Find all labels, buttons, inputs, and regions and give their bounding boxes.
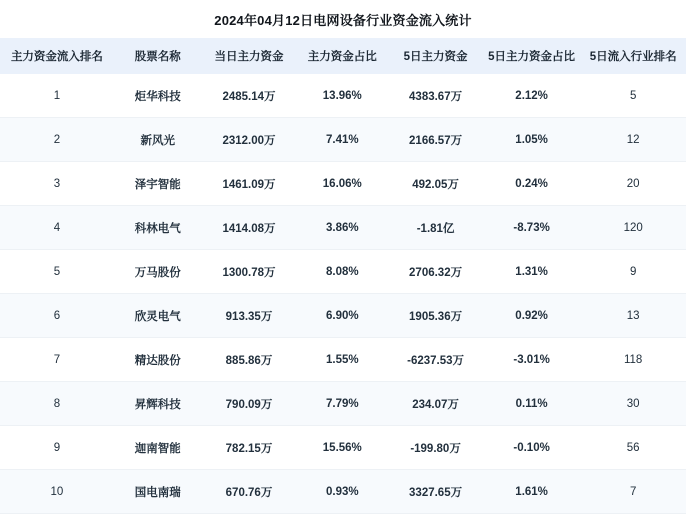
cell-rank: 3 [0, 162, 114, 206]
cell-five-day-main-ratio: -0.10% [483, 426, 580, 470]
cell-five-day-main-fund: -1.81亿 [388, 206, 483, 250]
cell-five-day-main-ratio: 0.92% [483, 294, 580, 338]
cell-rank: 10 [0, 470, 114, 514]
table-row [0, 294, 686, 338]
cell-today-main-fund: 782.15万 [202, 426, 297, 470]
cell-today-main-fund: 790.09万 [202, 382, 297, 426]
cell-today-main-ratio: 6.90% [296, 294, 388, 338]
cell-rank: 6 [0, 294, 114, 338]
cell-five-day-main-fund: 4383.67万 [388, 74, 483, 118]
cell-five-day-main-ratio: 0.24% [483, 162, 580, 206]
cell-today-main-fund: 913.35万 [202, 294, 297, 338]
cell-today-main-fund: 1300.78万 [202, 250, 297, 294]
cell-today-main-ratio: 1.55% [296, 338, 388, 382]
table-row [0, 250, 686, 294]
column-header-five-day-main-ratio: 5日主力资金占比 [483, 38, 580, 74]
cell-today-main-ratio: 16.06% [296, 162, 388, 206]
cell-stock-name: 万马股份 [114, 250, 202, 294]
cell-rank: 2 [0, 118, 114, 162]
cell-today-main-fund: 885.86万 [202, 338, 297, 382]
page-title: 2024年04月12日电网设备行业资金流入统计 [214, 13, 472, 28]
cell-today-main-ratio: 15.56% [296, 426, 388, 470]
cell-five-day-main-ratio: 1.31% [483, 250, 580, 294]
cell-stock-name: 昇辉科技 [114, 382, 202, 426]
cell-rank: 1 [0, 74, 114, 118]
cell-five-day-industry-rank: 56 [580, 426, 686, 470]
cell-five-day-main-ratio: -8.73% [483, 206, 580, 250]
cell-five-day-main-fund: -199.80万 [388, 426, 483, 470]
cell-today-main-ratio: 3.86% [296, 206, 388, 250]
cell-stock-name: 国电南瑞 [114, 470, 202, 514]
cell-five-day-main-ratio: 2.12% [483, 74, 580, 118]
cell-today-main-ratio: 7.79% [296, 382, 388, 426]
cell-rank: 5 [0, 250, 114, 294]
cell-stock-name: 炬华科技 [114, 74, 202, 118]
cell-stock-name: 迦南智能 [114, 426, 202, 470]
table-header [0, 38, 686, 74]
table-row [0, 206, 686, 250]
cell-five-day-industry-rank: 9 [580, 250, 686, 294]
cell-five-day-industry-rank: 20 [580, 162, 686, 206]
cell-stock-name: 科林电气 [114, 206, 202, 250]
cell-stock-name: 欣灵电气 [114, 294, 202, 338]
cell-today-main-fund: 2312.00万 [202, 118, 297, 162]
cell-rank: 9 [0, 426, 114, 470]
fund-flow-table [0, 38, 686, 514]
cell-five-day-main-ratio: 0.11% [483, 382, 580, 426]
cell-five-day-main-fund: 1905.36万 [388, 294, 483, 338]
table-row [0, 162, 686, 206]
cell-rank: 7 [0, 338, 114, 382]
cell-five-day-industry-rank: 30 [580, 382, 686, 426]
cell-five-day-main-fund: 2706.32万 [388, 250, 483, 294]
cell-five-day-main-ratio: 1.05% [483, 118, 580, 162]
cell-five-day-industry-rank: 12 [580, 118, 686, 162]
cell-today-main-fund: 670.76万 [202, 470, 297, 514]
cell-five-day-industry-rank: 118 [580, 338, 686, 382]
cell-five-day-main-ratio: 1.61% [483, 470, 580, 514]
cell-rank: 8 [0, 382, 114, 426]
cell-today-main-fund: 1461.09万 [202, 162, 297, 206]
cell-today-main-fund: 2485.14万 [202, 74, 297, 118]
table-row [0, 74, 686, 118]
cell-today-main-ratio: 0.93% [296, 470, 388, 514]
column-header-stock-name: 股票名称 [114, 38, 202, 74]
cell-stock-name: 新风光 [114, 118, 202, 162]
column-header-five-day-industry-rank: 5日流入行业排名 [580, 38, 686, 74]
table-row [0, 118, 686, 162]
table-header-row [0, 38, 686, 74]
cell-stock-name: 精达股份 [114, 338, 202, 382]
cell-stock-name: 泽宇智能 [114, 162, 202, 206]
cell-five-day-main-ratio: -3.01% [483, 338, 580, 382]
cell-five-day-industry-rank: 13 [580, 294, 686, 338]
cell-five-day-main-fund: 2166.57万 [388, 118, 483, 162]
table-row [0, 470, 686, 514]
cell-five-day-main-fund: 3327.65万 [388, 470, 483, 514]
cell-today-main-ratio: 13.96% [296, 74, 388, 118]
column-header-five-day-main-fund: 5日主力资金 [388, 38, 483, 74]
table-row [0, 382, 686, 426]
cell-today-main-fund: 1414.08万 [202, 206, 297, 250]
column-header-main-rank: 主力资金流入排名 [0, 38, 114, 74]
cell-five-day-industry-rank: 120 [580, 206, 686, 250]
cell-rank: 4 [0, 206, 114, 250]
cell-five-day-industry-rank: 5 [580, 74, 686, 118]
cell-today-main-ratio: 8.08% [296, 250, 388, 294]
cell-five-day-main-fund: 492.05万 [388, 162, 483, 206]
column-header-today-main-ratio: 主力资金占比 [296, 38, 388, 74]
cell-five-day-main-fund: -6237.53万 [388, 338, 483, 382]
cell-five-day-main-fund: 234.07万 [388, 382, 483, 426]
table-row [0, 338, 686, 382]
cell-five-day-industry-rank: 7 [580, 470, 686, 514]
cell-today-main-ratio: 7.41% [296, 118, 388, 162]
column-header-today-main-fund: 当日主力资金 [202, 38, 297, 74]
